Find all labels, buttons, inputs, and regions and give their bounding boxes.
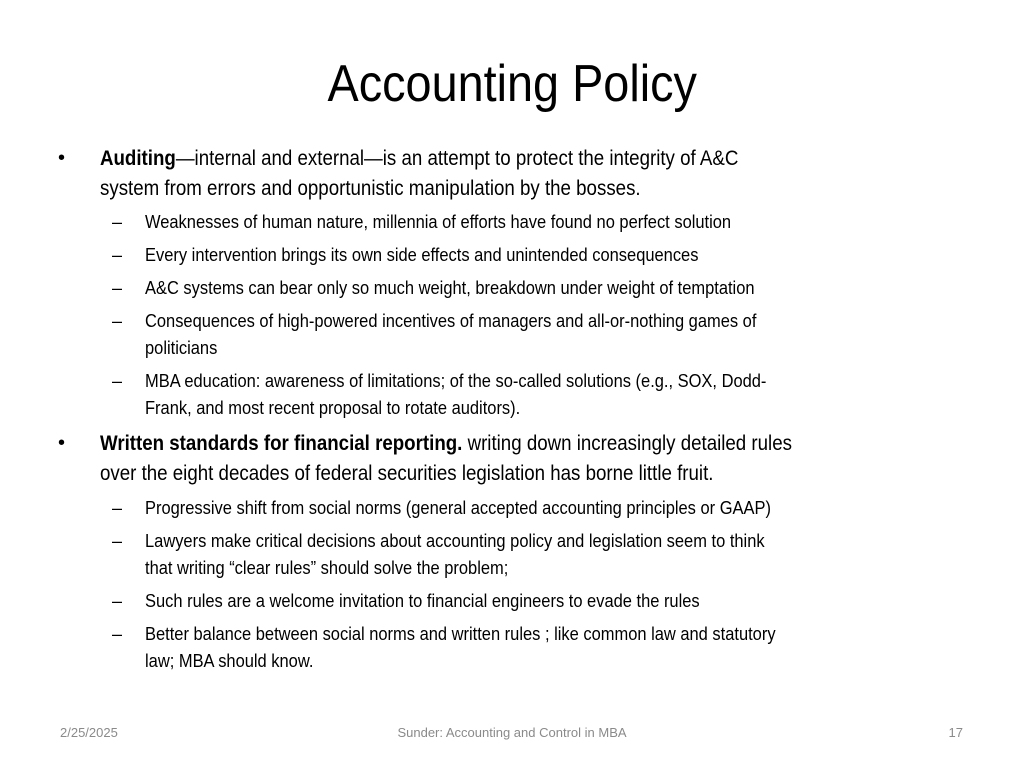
footer-title: Sunder: Accounting and Control in MBA xyxy=(397,725,627,740)
bullet-text: writing down increasingly detailed rules xyxy=(462,431,792,455)
sub-bullet-cont: Frank, and most recent proposal to rotate auditors). xyxy=(145,397,521,418)
sub-bullet-cont: that writing “clear rules” should solve the problem; xyxy=(145,557,509,578)
footer-date: 2/25/2025 xyxy=(60,725,118,740)
sub-bullet: Progressive shift from social norms (general accepted accounting principles or GAAP) xyxy=(145,497,771,518)
sub-bullet: Every intervention brings its own side effects and unintended consequences xyxy=(145,244,699,265)
dash-icon: – xyxy=(112,212,123,232)
bullet-lead: Auditing xyxy=(100,146,176,170)
bullet-line xyxy=(100,429,792,457)
sub-bullet: Consequences of high-powered incentives of managers and all-or-nothing games of xyxy=(145,310,757,331)
sub-bullet-cont: politicians xyxy=(145,337,218,358)
dash-icon: – xyxy=(112,371,123,391)
title-text: Accounting Policy xyxy=(327,55,697,113)
dash-icon: – xyxy=(112,591,123,611)
dash-icon: – xyxy=(112,311,123,331)
dash-icon: – xyxy=(112,278,123,298)
sub-bullet-cont: law; MBA should know. xyxy=(145,650,314,671)
slide-number: 17 xyxy=(948,725,963,740)
slide-title xyxy=(0,52,1024,116)
sub-bullet: A&C systems can bear only so much weight, breakdown under weight of temptation xyxy=(145,277,755,298)
bullet-icon: • xyxy=(58,432,66,454)
bullet-text: —internal and external—is an attempt to protect the integrity of A&C xyxy=(175,146,739,170)
bullet-line: over the eight decades of federal securities legislation has borne little fruit. xyxy=(100,461,714,485)
bullet-line: system from errors and opportunistic manipulation by the bosses. xyxy=(100,176,641,200)
bullet-lead: Written standards for financial reporting. xyxy=(100,431,463,455)
dash-icon: – xyxy=(112,245,123,265)
sub-bullet: Lawyers make critical decisions about accounting policy and legislation seem to think xyxy=(145,530,765,551)
dash-icon: – xyxy=(112,531,123,551)
dash-icon: – xyxy=(112,498,123,518)
dash-icon: – xyxy=(112,624,123,644)
bullet-line xyxy=(100,144,738,172)
sub-bullet: Better balance between social norms and written rules ; like common law and statutory xyxy=(145,623,776,644)
sub-bullet: Such rules are a welcome invitation to financial engineers to evade the rules xyxy=(145,590,700,611)
bullet-icon: • xyxy=(58,147,66,169)
sub-bullet: MBA education: awareness of limitations; of the so-called solutions (e.g., SOX, Dodd- xyxy=(145,370,767,391)
sub-bullet: Weaknesses of human nature, millennia of efforts have found no perfect solution xyxy=(145,211,732,232)
